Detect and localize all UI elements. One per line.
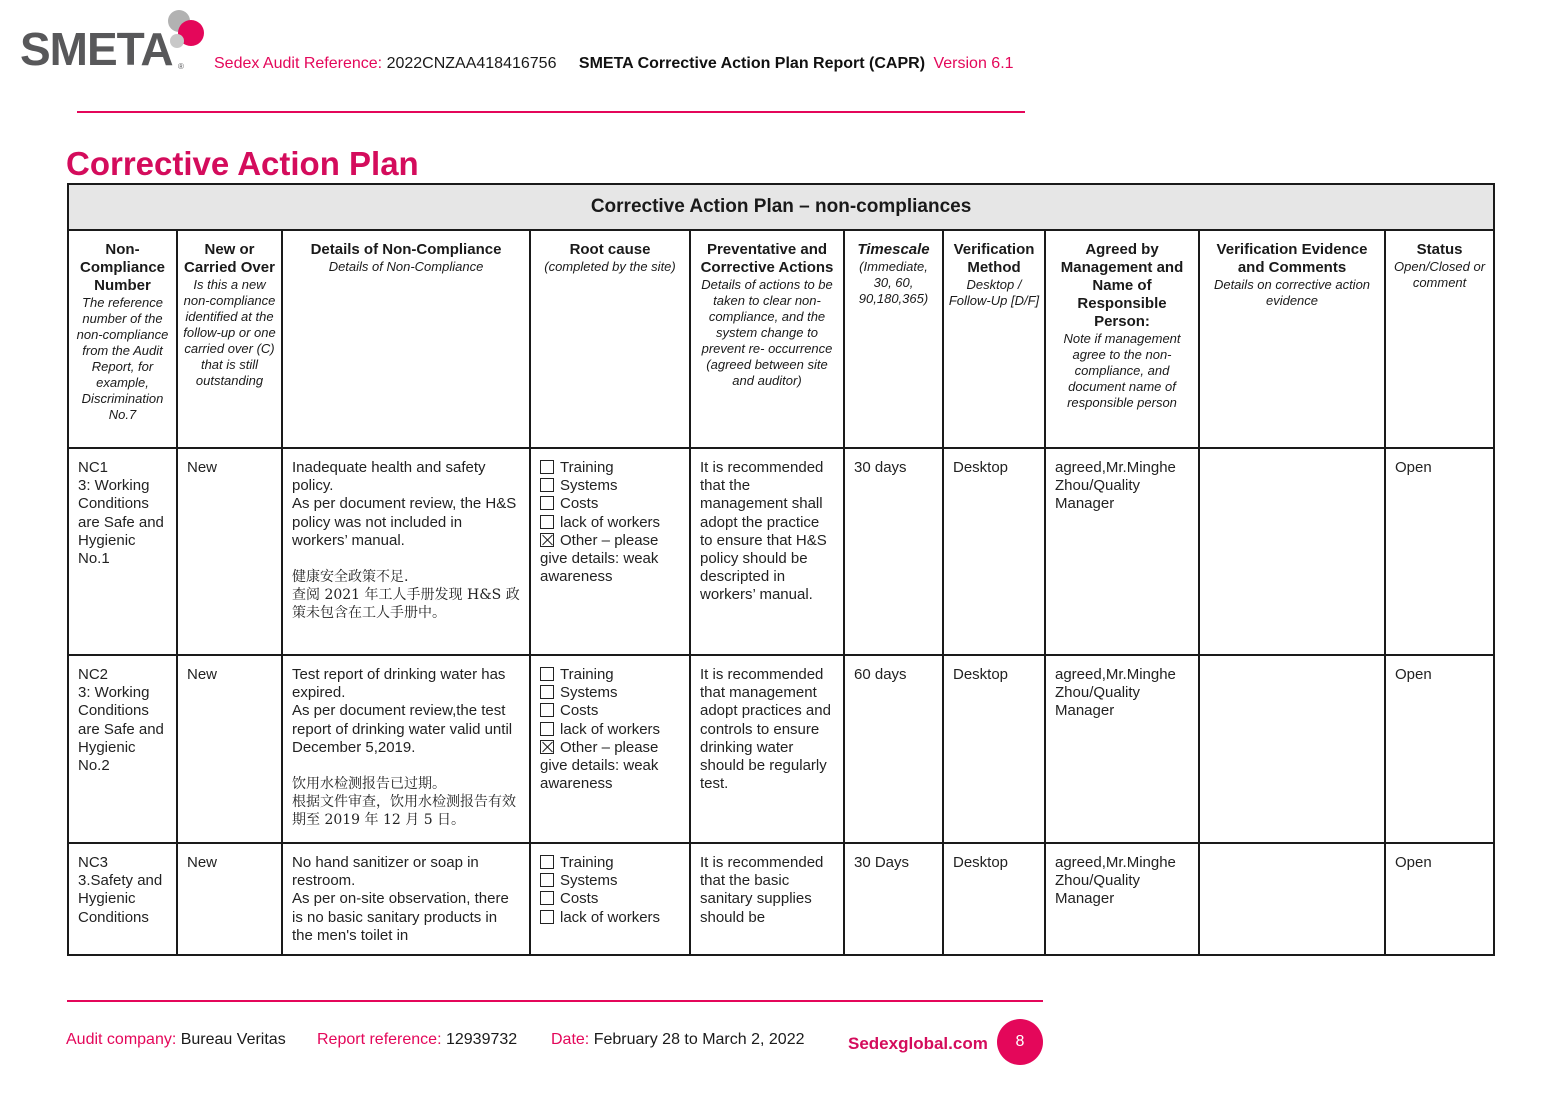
nc-evidence bbox=[1199, 448, 1385, 655]
nc-evidence bbox=[1199, 655, 1385, 843]
nc-actions: It is recommended that the management shall adopt the practice to ensure that H&S policy should be descripted in workers’ manual. bbox=[690, 448, 844, 655]
nc-actions: It is recommended that the basic sanitary supplies should be bbox=[690, 843, 844, 955]
report-title: SMETA Corrective Action Plan Report (CAPR) bbox=[578, 55, 926, 72]
nc-new-or-carried: New bbox=[177, 448, 282, 655]
table-row bbox=[68, 655, 1494, 843]
nc-actions: It is recommended that management adopt practices and controls to ensure drinking water should be regularly test. bbox=[690, 655, 844, 843]
table-row bbox=[68, 448, 1494, 655]
footer-divider bbox=[67, 1000, 1043, 1002]
checkbox-lack-of-workers[interactable] bbox=[540, 722, 554, 736]
col-header-number: Non-Compliance Number The reference number of the non-compliance from the Audit Report, for example, Discrimination No.7 bbox=[68, 230, 177, 448]
col-header-status: Status Open/Closed or comment bbox=[1385, 230, 1494, 448]
nc-details: No hand sanitizer or soap in restroom. As per on-site observation, there is no basic sanitary products in the men's toilet in bbox=[282, 843, 530, 955]
nc-agreed: agreed,Mr.Minghe Zhou/Quality Manager bbox=[1045, 448, 1199, 655]
registered-mark: ® bbox=[178, 62, 184, 71]
checkbox-other[interactable] bbox=[540, 740, 554, 754]
logo-text: SMETA bbox=[20, 23, 173, 75]
checkbox-lack-of-workers[interactable] bbox=[540, 910, 554, 924]
nc-root-cause: Training Systems Costs lack of workers Other – please give details: weak awareness bbox=[530, 448, 690, 655]
page-title: Corrective Action Plan bbox=[66, 145, 419, 182]
smeta-logo bbox=[20, 8, 210, 78]
nc-timescale: 30 Days bbox=[844, 843, 943, 955]
nc-status: Open bbox=[1385, 448, 1494, 655]
nc-verification: Desktop bbox=[943, 843, 1045, 955]
nc-root-cause: Training Systems Costs lack of workers bbox=[530, 843, 690, 955]
nc-status: Open bbox=[1385, 843, 1494, 955]
table-row bbox=[68, 843, 1494, 955]
checkbox-systems[interactable] bbox=[540, 685, 554, 699]
col-header-timescale: Timescale (Immediate, 30, 60, 90,180,365) bbox=[844, 230, 943, 448]
nc-evidence bbox=[1199, 843, 1385, 955]
footer-date: Date: February 28 to March 2, 2022 bbox=[551, 1031, 805, 1048]
footer-report-reference: Report reference: 12939732 bbox=[317, 1031, 518, 1048]
col-header-verification: Verification Method Desktop / Follow-Up [D/F] bbox=[943, 230, 1045, 448]
col-header-root-cause: Root cause (completed by the site) bbox=[530, 230, 690, 448]
corrective-action-table bbox=[67, 183, 1495, 956]
nc-details: Test report of drinking water has expired. As per document review,the test report of drinking water valid until December 5,2019. 饮用水检测报告已过期。 根据文件审查，饮用水检测报告有效期至 2019 年 12 月 5 日。 bbox=[282, 655, 530, 843]
report-version: Version 6.1 bbox=[933, 55, 1014, 72]
footer-audit-company: Audit company: Bureau Veritas bbox=[66, 1031, 286, 1048]
page-number-badge: 8 bbox=[997, 1019, 1043, 1065]
checkbox-costs[interactable] bbox=[540, 703, 554, 717]
nc-number: NC3 3.Safety and Hygienic Conditions bbox=[68, 843, 177, 955]
nc-timescale: 30 days bbox=[844, 448, 943, 655]
nc-root-cause: Training Systems Costs lack of workers Other – please give details: weak awareness bbox=[530, 655, 690, 843]
audit-ref-value: 2022CNZAA418416756 bbox=[386, 55, 557, 72]
checkbox-costs[interactable] bbox=[540, 891, 554, 905]
nc-number: NC2 3: Working Conditions are Safe and Hygienic No.2 bbox=[68, 655, 177, 843]
checkbox-other[interactable] bbox=[540, 533, 554, 547]
nc-verification: Desktop bbox=[943, 655, 1045, 843]
checkbox-training[interactable] bbox=[540, 460, 554, 474]
nc-agreed: agreed,Mr.Minghe Zhou/Quality Manager bbox=[1045, 843, 1199, 955]
nc-new-or-carried: New bbox=[177, 843, 282, 955]
col-header-details: Details of Non-Compliance Details of Non-Compliance bbox=[282, 230, 530, 448]
footer-site-link[interactable]: Sedexglobal.com bbox=[848, 1034, 988, 1053]
checkbox-costs[interactable] bbox=[540, 496, 554, 510]
nc-number: NC1 3: Working Conditions are Safe and Hygienic No.1 bbox=[68, 448, 177, 655]
checkbox-training[interactable] bbox=[540, 855, 554, 869]
nc-status: Open bbox=[1385, 655, 1494, 843]
col-header-evidence: Verification Evidence and Comments Details on corrective action evidence bbox=[1199, 230, 1385, 448]
nc-verification: Desktop bbox=[943, 448, 1045, 655]
report-header bbox=[214, 55, 1014, 73]
checkbox-systems[interactable] bbox=[540, 873, 554, 887]
nc-timescale: 60 days bbox=[844, 655, 943, 843]
col-header-actions: Preventative and Corrective Actions Details of actions to be taken to clear non-compliance, and the system change to prevent re- occurrence (agreed between site and auditor) bbox=[690, 230, 844, 448]
nc-new-or-carried: New bbox=[177, 655, 282, 843]
checkbox-systems[interactable] bbox=[540, 478, 554, 492]
nc-details: Inadequate health and safety policy. As per document review, the H&S policy was not included in workers’ manual. 健康安全政策不足. 查阅 2021 年工人手册发现 H&S 政策未包含在工人手册中。 bbox=[282, 448, 530, 655]
table-caption: Corrective Action Plan – non-compliances bbox=[68, 184, 1494, 230]
col-header-new-or-carried: New or Carried Over Is this a new non-compliance identified at the follow-up or one carried over (C) that is still outstanding bbox=[177, 230, 282, 448]
header-divider bbox=[77, 111, 1025, 113]
col-header-agreed: Agreed by Management and Name of Responsible Person: Note if management agree to the non-compliance, and document name of responsible person bbox=[1045, 230, 1199, 448]
audit-ref-label: Sedex Audit Reference: bbox=[214, 55, 383, 72]
table-header-row bbox=[68, 230, 1494, 448]
nc-agreed: agreed,Mr.Minghe Zhou/Quality Manager bbox=[1045, 655, 1199, 843]
checkbox-training[interactable] bbox=[540, 667, 554, 681]
checkbox-lack-of-workers[interactable] bbox=[540, 515, 554, 529]
